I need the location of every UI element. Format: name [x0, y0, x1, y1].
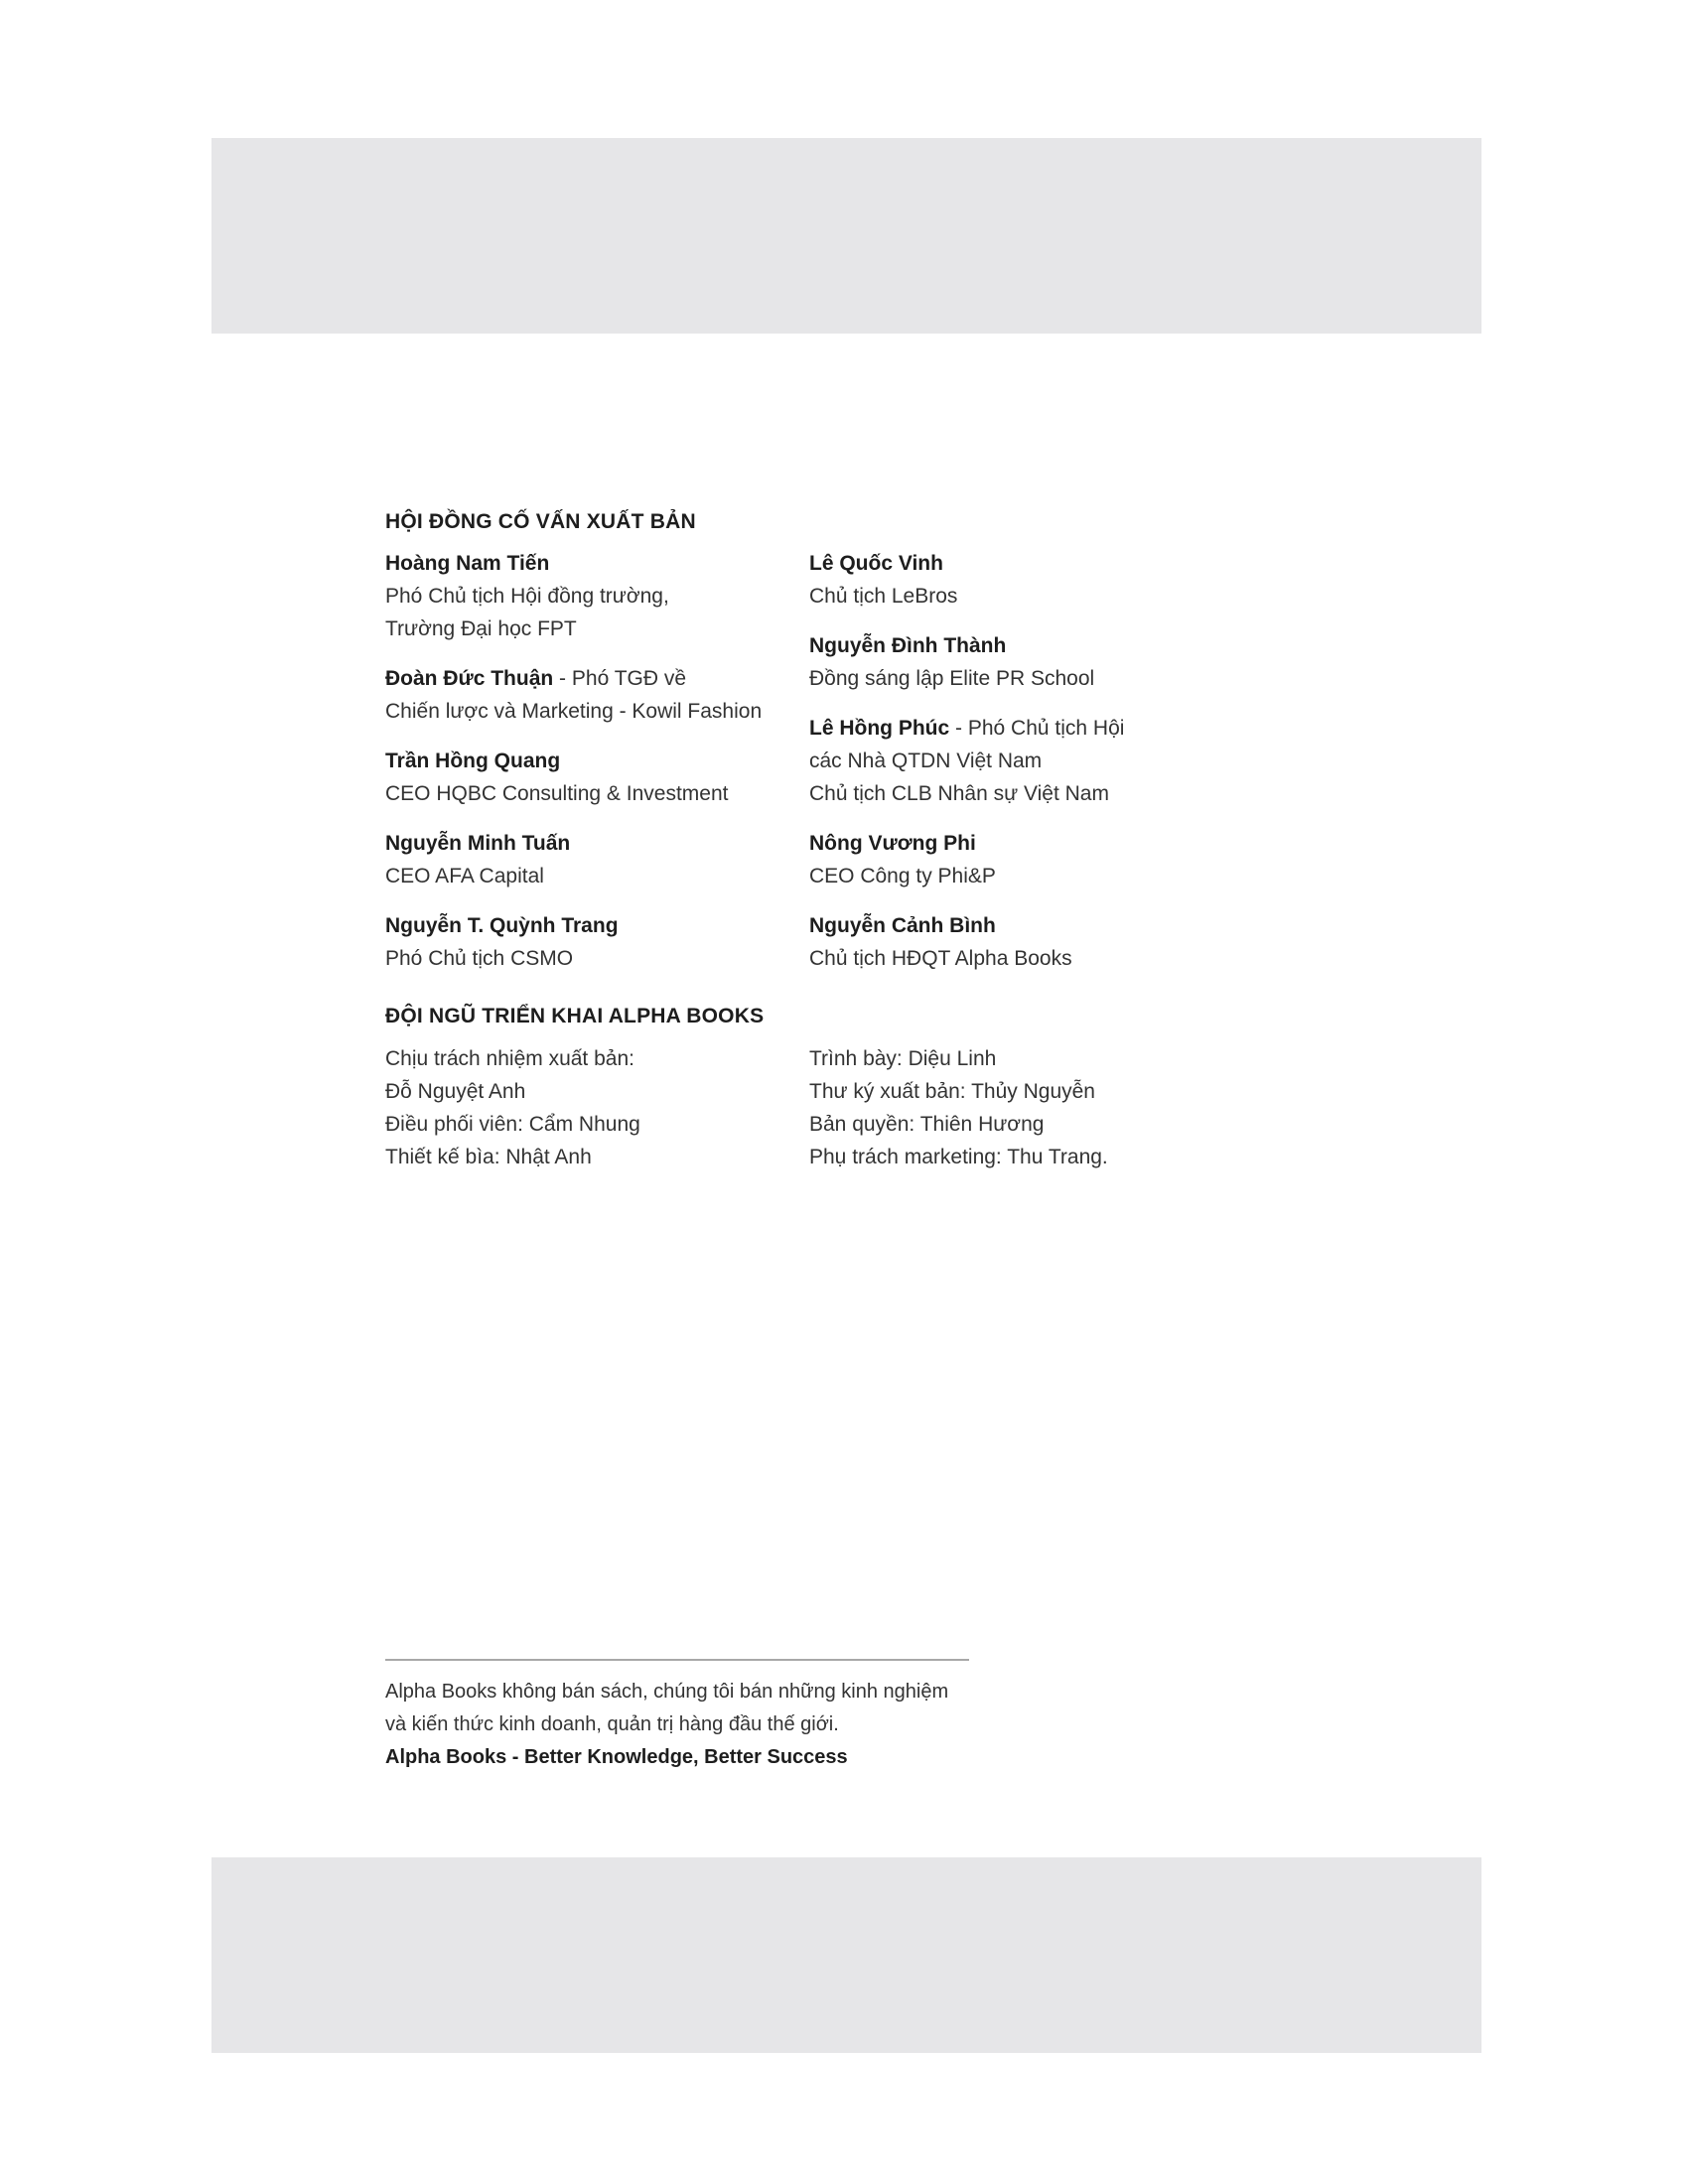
advisor-name: Lê Quốc Vinh [809, 552, 943, 575]
advisor-title: Phó Chủ tịch CSMO [385, 947, 574, 970]
advisor-name: Hoàng Nam Tiến [385, 552, 550, 575]
footer-slogan: Alpha Books - Better Knowledge, Better Success [385, 1746, 848, 1768]
advisor-name: Đoàn Đức Thuận [385, 667, 554, 690]
advisor-name: Nguyễn T. Quỳnh Trang [385, 914, 619, 937]
advisor-title: CEO Công ty Phi&P [809, 865, 996, 887]
advisor-title: Chủ tịch LeBros [809, 585, 958, 608]
footer-line: và kiến thức kinh doanh, quản trị hàng đầu thế giới. [385, 1713, 839, 1735]
advisor-entry [385, 909, 619, 975]
team-list-left [385, 1042, 640, 1173]
team-line: Trình bày: Diệu Linh [809, 1047, 997, 1070]
advisor-title: Đồng sáng lập Elite PR School [809, 667, 1095, 690]
bottom-gray-band [211, 1857, 1481, 2053]
team-line: Đỗ Nguyệt Anh [385, 1080, 526, 1103]
team-line: Thiết kế bìa: Nhật Anh [385, 1146, 592, 1168]
top-gray-band [211, 138, 1481, 334]
advisor-entry [385, 662, 762, 728]
advisor-title: Phó Chủ tịch Hội đồng trường, [385, 585, 669, 608]
team-list-right [809, 1042, 1108, 1173]
footer-line: Alpha Books không bán sách, chúng tôi bán những kinh nghiệm [385, 1681, 949, 1703]
advisor-title: Trường Đại học FPT [385, 617, 577, 640]
advisor-name: Nguyễn Cảnh Bình [809, 914, 996, 937]
advisory-board-heading: HỘI ĐỒNG CỐ VẤN XUẤT BẢN [385, 510, 696, 533]
advisor-name: Nguyễn Minh Tuấn [385, 832, 571, 855]
advisor-entry [809, 827, 996, 892]
team-line: Phụ trách marketing: Thu Trang. [809, 1146, 1108, 1168]
team-line: Điều phối viên: Cẩm Nhung [385, 1113, 640, 1136]
advisor-title: Chiến lược và Marketing - Kowil Fashion [385, 700, 763, 723]
advisor-entry [809, 629, 1094, 695]
advisor-entry [385, 745, 728, 810]
advisor-entry [809, 712, 1124, 810]
advisor-title: Chủ tịch HĐQT Alpha Books [809, 947, 1072, 970]
team-line: Chịu trách nhiệm xuất bản: [385, 1047, 634, 1070]
footer-text [385, 1676, 948, 1774]
advisor-name: Lê Hồng Phúc [809, 717, 950, 740]
advisor-name: Nguyễn Đình Thành [809, 634, 1007, 657]
advisor-name: Nông Vương Phi [809, 832, 976, 855]
advisor-name: Trần Hồng Quang [385, 750, 561, 772]
footer-divider [385, 1659, 969, 1661]
advisor-entry [809, 547, 957, 613]
advisor-title-inline: - Phó TGĐ về [553, 667, 687, 690]
advisor-title: các Nhà QTDN Việt Nam [809, 750, 1043, 772]
advisor-title: CEO AFA Capital [385, 865, 544, 887]
advisor-entry [809, 909, 1072, 975]
team-line: Thư ký xuất bản: Thủy Nguyễn [809, 1080, 1095, 1103]
team-heading: ĐỘI NGŨ TRIỂN KHAI ALPHA BOOKS [385, 1005, 765, 1027]
advisor-entry [385, 547, 669, 645]
team-line: Bản quyền: Thiên Hương [809, 1113, 1045, 1136]
advisor-title-inline: - Phó Chủ tịch Hội [949, 717, 1125, 740]
advisor-entry [385, 827, 570, 892]
advisor-title: CEO HQBC Consulting & Investment [385, 782, 729, 805]
advisor-title: Chủ tịch CLB Nhân sự Việt Nam [809, 782, 1109, 805]
